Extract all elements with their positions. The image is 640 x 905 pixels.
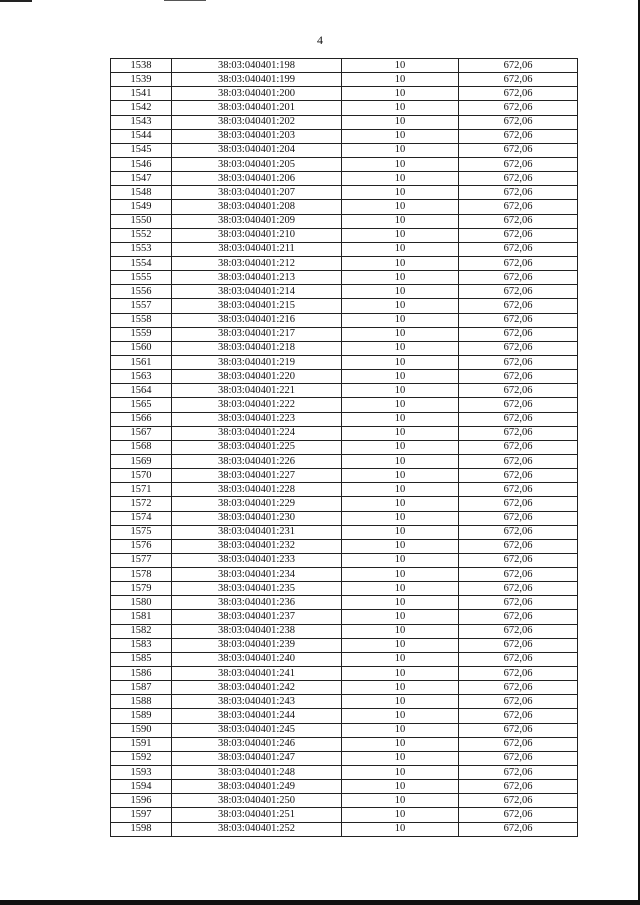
value-cell: 672,06 <box>459 313 578 327</box>
area-cell: 10 <box>342 115 459 129</box>
table-row <box>111 186 578 200</box>
table-row <box>111 242 578 256</box>
row-number-cell: 1587 <box>111 681 172 695</box>
table-row <box>111 794 578 808</box>
row-number-cell: 1558 <box>111 313 172 327</box>
cadastral-number-cell: 38:03:040401:200 <box>172 87 342 101</box>
row-number-cell: 1557 <box>111 299 172 313</box>
row-number-cell: 1577 <box>111 553 172 567</box>
value-cell: 672,06 <box>459 454 578 468</box>
area-cell: 10 <box>342 766 459 780</box>
cadastral-number-cell: 38:03:040401:247 <box>172 751 342 765</box>
value-cell: 672,06 <box>459 157 578 171</box>
table-row <box>111 355 578 369</box>
area-cell: 10 <box>342 157 459 171</box>
row-number-cell: 1592 <box>111 751 172 765</box>
area-cell: 10 <box>342 695 459 709</box>
value-cell: 672,06 <box>459 624 578 638</box>
value-cell: 672,06 <box>459 115 578 129</box>
area-cell: 10 <box>342 723 459 737</box>
value-cell: 672,06 <box>459 228 578 242</box>
row-number-cell: 1555 <box>111 271 172 285</box>
value-cell: 672,06 <box>459 355 578 369</box>
area-cell: 10 <box>342 681 459 695</box>
area-cell: 10 <box>342 737 459 751</box>
row-number-cell: 1581 <box>111 610 172 624</box>
area-cell: 10 <box>342 440 459 454</box>
cadastral-number-cell: 38:03:040401:225 <box>172 440 342 454</box>
cadastral-number-cell: 38:03:040401:204 <box>172 143 342 157</box>
cadastral-number-cell: 38:03:040401:248 <box>172 766 342 780</box>
row-number-cell: 1586 <box>111 667 172 681</box>
cadastral-number-cell: 38:03:040401:222 <box>172 398 342 412</box>
area-cell: 10 <box>342 87 459 101</box>
table-row <box>111 709 578 723</box>
row-number-cell: 1576 <box>111 539 172 553</box>
table-row <box>111 101 578 115</box>
cadastral-number-cell: 38:03:040401:198 <box>172 59 342 73</box>
area-cell: 10 <box>342 454 459 468</box>
area-cell: 10 <box>342 751 459 765</box>
cadastral-number-cell: 38:03:040401:233 <box>172 553 342 567</box>
area-cell: 10 <box>342 511 459 525</box>
row-number-cell: 1591 <box>111 737 172 751</box>
table-row <box>111 568 578 582</box>
row-number-cell: 1570 <box>111 469 172 483</box>
area-cell: 10 <box>342 355 459 369</box>
table-row <box>111 454 578 468</box>
area-cell: 10 <box>342 200 459 214</box>
cadastral-number-cell: 38:03:040401:238 <box>172 624 342 638</box>
cadastral-number-cell: 38:03:040401:202 <box>172 115 342 129</box>
cadastral-number-cell: 38:03:040401:221 <box>172 384 342 398</box>
area-cell: 10 <box>342 186 459 200</box>
cadastral-number-cell: 38:03:040401:208 <box>172 200 342 214</box>
area-cell: 10 <box>342 412 459 426</box>
row-number-cell: 1582 <box>111 624 172 638</box>
cadastral-number-cell: 38:03:040401:219 <box>172 355 342 369</box>
row-number-cell: 1541 <box>111 87 172 101</box>
table-row <box>111 440 578 454</box>
cadastral-number-cell: 38:03:040401:226 <box>172 454 342 468</box>
value-cell: 672,06 <box>459 285 578 299</box>
table-row <box>111 624 578 638</box>
scan-artifact-mark <box>164 0 206 1</box>
table-row <box>111 271 578 285</box>
value-cell: 672,06 <box>459 101 578 115</box>
area-cell: 10 <box>342 582 459 596</box>
row-number-cell: 1594 <box>111 780 172 794</box>
area-cell: 10 <box>342 780 459 794</box>
value-cell: 672,06 <box>459 539 578 553</box>
table-row <box>111 426 578 440</box>
row-number-cell: 1547 <box>111 172 172 186</box>
cadastral-number-cell: 38:03:040401:224 <box>172 426 342 440</box>
row-number-cell: 1538 <box>111 59 172 73</box>
row-number-cell: 1565 <box>111 398 172 412</box>
row-number-cell: 1552 <box>111 228 172 242</box>
row-number-cell: 1566 <box>111 412 172 426</box>
cadastral-number-cell: 38:03:040401:213 <box>172 271 342 285</box>
table-row <box>111 412 578 426</box>
cadastral-number-cell: 38:03:040401:236 <box>172 596 342 610</box>
table-row <box>111 73 578 87</box>
row-number-cell: 1548 <box>111 186 172 200</box>
cadastral-number-cell: 38:03:040401:244 <box>172 709 342 723</box>
row-number-cell: 1550 <box>111 214 172 228</box>
row-number-cell: 1539 <box>111 73 172 87</box>
cadastral-number-cell: 38:03:040401:210 <box>172 228 342 242</box>
table-row <box>111 327 578 341</box>
table-row <box>111 87 578 101</box>
area-cell: 10 <box>342 172 459 186</box>
area-cell: 10 <box>342 667 459 681</box>
area-cell: 10 <box>342 73 459 87</box>
cadastral-number-cell: 38:03:040401:240 <box>172 652 342 666</box>
registry-table <box>110 58 578 837</box>
area-cell: 10 <box>342 143 459 157</box>
cadastral-number-cell: 38:03:040401:239 <box>172 638 342 652</box>
table-row <box>111 695 578 709</box>
value-cell: 672,06 <box>459 497 578 511</box>
area-cell: 10 <box>342 610 459 624</box>
value-cell: 672,06 <box>459 129 578 143</box>
row-number-cell: 1598 <box>111 822 172 836</box>
value-cell: 672,06 <box>459 87 578 101</box>
table-row <box>111 652 578 666</box>
value-cell: 672,06 <box>459 709 578 723</box>
cadastral-number-cell: 38:03:040401:231 <box>172 525 342 539</box>
area-cell: 10 <box>342 568 459 582</box>
area-cell: 10 <box>342 497 459 511</box>
row-number-cell: 1554 <box>111 256 172 270</box>
value-cell: 672,06 <box>459 667 578 681</box>
row-number-cell: 1597 <box>111 808 172 822</box>
value-cell: 672,06 <box>459 822 578 836</box>
area-cell: 10 <box>342 709 459 723</box>
row-number-cell: 1585 <box>111 652 172 666</box>
cadastral-number-cell: 38:03:040401:241 <box>172 667 342 681</box>
cadastral-number-cell: 38:03:040401:206 <box>172 172 342 186</box>
table-row <box>111 822 578 836</box>
value-cell: 672,06 <box>459 271 578 285</box>
value-cell: 672,06 <box>459 596 578 610</box>
cadastral-number-cell: 38:03:040401:212 <box>172 256 342 270</box>
area-cell: 10 <box>342 596 459 610</box>
cadastral-number-cell: 38:03:040401:199 <box>172 73 342 87</box>
row-number-cell: 1559 <box>111 327 172 341</box>
cadastral-number-cell: 38:03:040401:228 <box>172 483 342 497</box>
table-row <box>111 469 578 483</box>
cadastral-number-cell: 38:03:040401:245 <box>172 723 342 737</box>
row-number-cell: 1583 <box>111 638 172 652</box>
table-row <box>111 582 578 596</box>
value-cell: 672,06 <box>459 242 578 256</box>
value-cell: 672,06 <box>459 341 578 355</box>
value-cell: 672,06 <box>459 766 578 780</box>
row-number-cell: 1544 <box>111 129 172 143</box>
table-row <box>111 737 578 751</box>
value-cell: 672,06 <box>459 327 578 341</box>
cadastral-number-cell: 38:03:040401:243 <box>172 695 342 709</box>
row-number-cell: 1589 <box>111 709 172 723</box>
row-number-cell: 1546 <box>111 157 172 171</box>
table-row <box>111 766 578 780</box>
value-cell: 672,06 <box>459 780 578 794</box>
value-cell: 672,06 <box>459 426 578 440</box>
value-cell: 672,06 <box>459 681 578 695</box>
table-row <box>111 200 578 214</box>
table-row <box>111 780 578 794</box>
value-cell: 672,06 <box>459 73 578 87</box>
area-cell: 10 <box>342 426 459 440</box>
value-cell: 672,06 <box>459 737 578 751</box>
cadastral-number-cell: 38:03:040401:227 <box>172 469 342 483</box>
area-cell: 10 <box>342 553 459 567</box>
table-row <box>111 285 578 299</box>
table-row <box>111 115 578 129</box>
cadastral-number-cell: 38:03:040401:235 <box>172 582 342 596</box>
table-row <box>111 497 578 511</box>
table-row <box>111 143 578 157</box>
area-cell: 10 <box>342 638 459 652</box>
value-cell: 672,06 <box>459 200 578 214</box>
table-row <box>111 341 578 355</box>
cadastral-number-cell: 38:03:040401:218 <box>172 341 342 355</box>
value-cell: 672,06 <box>459 582 578 596</box>
value-cell: 672,06 <box>459 370 578 384</box>
area-cell: 10 <box>342 299 459 313</box>
table-row <box>111 483 578 497</box>
cadastral-number-cell: 38:03:040401:209 <box>172 214 342 228</box>
area-cell: 10 <box>342 370 459 384</box>
cadastral-number-cell: 38:03:040401:215 <box>172 299 342 313</box>
table-row <box>111 129 578 143</box>
value-cell: 672,06 <box>459 384 578 398</box>
row-number-cell: 1572 <box>111 497 172 511</box>
cadastral-number-cell: 38:03:040401:220 <box>172 370 342 384</box>
row-number-cell: 1561 <box>111 355 172 369</box>
table-row <box>111 172 578 186</box>
table-row <box>111 638 578 652</box>
row-number-cell: 1545 <box>111 143 172 157</box>
value-cell: 672,06 <box>459 440 578 454</box>
row-number-cell: 1590 <box>111 723 172 737</box>
value-cell: 672,06 <box>459 59 578 73</box>
cadastral-number-cell: 38:03:040401:252 <box>172 822 342 836</box>
area-cell: 10 <box>342 256 459 270</box>
cadastral-number-cell: 38:03:040401:211 <box>172 242 342 256</box>
value-cell: 672,06 <box>459 723 578 737</box>
table-row <box>111 299 578 313</box>
row-number-cell: 1553 <box>111 242 172 256</box>
table-row <box>111 751 578 765</box>
value-cell: 672,06 <box>459 172 578 186</box>
scan-artifact-mark <box>0 0 32 2</box>
area-cell: 10 <box>342 327 459 341</box>
table-row <box>111 610 578 624</box>
cadastral-number-cell: 38:03:040401:250 <box>172 794 342 808</box>
value-cell: 672,06 <box>459 695 578 709</box>
area-cell: 10 <box>342 341 459 355</box>
area-cell: 10 <box>342 129 459 143</box>
value-cell: 672,06 <box>459 143 578 157</box>
area-cell: 10 <box>342 313 459 327</box>
cadastral-number-cell: 38:03:040401:216 <box>172 313 342 327</box>
table-row <box>111 59 578 73</box>
value-cell: 672,06 <box>459 412 578 426</box>
table-row <box>111 539 578 553</box>
value-cell: 672,06 <box>459 751 578 765</box>
row-number-cell: 1564 <box>111 384 172 398</box>
table-row <box>111 313 578 327</box>
value-cell: 672,06 <box>459 808 578 822</box>
cadastral-number-cell: 38:03:040401:246 <box>172 737 342 751</box>
area-cell: 10 <box>342 214 459 228</box>
cadastral-number-cell: 38:03:040401:251 <box>172 808 342 822</box>
value-cell: 672,06 <box>459 469 578 483</box>
row-number-cell: 1549 <box>111 200 172 214</box>
row-number-cell: 1588 <box>111 695 172 709</box>
area-cell: 10 <box>342 384 459 398</box>
row-number-cell: 1575 <box>111 525 172 539</box>
table-row <box>111 228 578 242</box>
value-cell: 672,06 <box>459 610 578 624</box>
area-cell: 10 <box>342 483 459 497</box>
cadastral-number-cell: 38:03:040401:242 <box>172 681 342 695</box>
value-cell: 672,06 <box>459 256 578 270</box>
row-number-cell: 1580 <box>111 596 172 610</box>
row-number-cell: 1560 <box>111 341 172 355</box>
area-cell: 10 <box>342 228 459 242</box>
scan-bottom-edge <box>0 900 640 905</box>
value-cell: 672,06 <box>459 299 578 313</box>
row-number-cell: 1596 <box>111 794 172 808</box>
area-cell: 10 <box>342 822 459 836</box>
value-cell: 672,06 <box>459 553 578 567</box>
area-cell: 10 <box>342 652 459 666</box>
area-cell: 10 <box>342 59 459 73</box>
cadastral-number-cell: 38:03:040401:203 <box>172 129 342 143</box>
registry-table-body <box>111 59 578 837</box>
table-row <box>111 525 578 539</box>
cadastral-number-cell: 38:03:040401:237 <box>172 610 342 624</box>
cadastral-number-cell: 38:03:040401:249 <box>172 780 342 794</box>
row-number-cell: 1574 <box>111 511 172 525</box>
cadastral-number-cell: 38:03:040401:234 <box>172 568 342 582</box>
cadastral-number-cell: 38:03:040401:223 <box>172 412 342 426</box>
cadastral-number-cell: 38:03:040401:205 <box>172 157 342 171</box>
area-cell: 10 <box>342 242 459 256</box>
table-row <box>111 808 578 822</box>
value-cell: 672,06 <box>459 398 578 412</box>
row-number-cell: 1569 <box>111 454 172 468</box>
area-cell: 10 <box>342 271 459 285</box>
value-cell: 672,06 <box>459 186 578 200</box>
cadastral-number-cell: 38:03:040401:207 <box>172 186 342 200</box>
value-cell: 672,06 <box>459 483 578 497</box>
table-row <box>111 667 578 681</box>
table-row <box>111 511 578 525</box>
area-cell: 10 <box>342 808 459 822</box>
table-row <box>111 256 578 270</box>
cadastral-number-cell: 38:03:040401:201 <box>172 101 342 115</box>
table-row <box>111 384 578 398</box>
value-cell: 672,06 <box>459 214 578 228</box>
row-number-cell: 1578 <box>111 568 172 582</box>
row-number-cell: 1567 <box>111 426 172 440</box>
area-cell: 10 <box>342 285 459 299</box>
row-number-cell: 1579 <box>111 582 172 596</box>
table-row <box>111 398 578 412</box>
area-cell: 10 <box>342 624 459 638</box>
area-cell: 10 <box>342 794 459 808</box>
cadastral-number-cell: 38:03:040401:217 <box>172 327 342 341</box>
value-cell: 672,06 <box>459 652 578 666</box>
row-number-cell: 1563 <box>111 370 172 384</box>
area-cell: 10 <box>342 101 459 115</box>
cadastral-number-cell: 38:03:040401:232 <box>172 539 342 553</box>
area-cell: 10 <box>342 398 459 412</box>
row-number-cell: 1593 <box>111 766 172 780</box>
row-number-cell: 1543 <box>111 115 172 129</box>
row-number-cell: 1542 <box>111 101 172 115</box>
row-number-cell: 1556 <box>111 285 172 299</box>
table-row <box>111 214 578 228</box>
value-cell: 672,06 <box>459 568 578 582</box>
table-row <box>111 370 578 384</box>
cadastral-number-cell: 38:03:040401:229 <box>172 497 342 511</box>
row-number-cell: 1568 <box>111 440 172 454</box>
page-number: 4 <box>317 33 323 47</box>
row-number-cell: 1571 <box>111 483 172 497</box>
table-row <box>111 681 578 695</box>
table-row <box>111 723 578 737</box>
cadastral-number-cell: 38:03:040401:214 <box>172 285 342 299</box>
cadastral-number-cell: 38:03:040401:230 <box>172 511 342 525</box>
value-cell: 672,06 <box>459 511 578 525</box>
value-cell: 672,06 <box>459 794 578 808</box>
area-cell: 10 <box>342 525 459 539</box>
table-row <box>111 553 578 567</box>
value-cell: 672,06 <box>459 638 578 652</box>
table-row <box>111 596 578 610</box>
value-cell: 672,06 <box>459 525 578 539</box>
area-cell: 10 <box>342 539 459 553</box>
area-cell: 10 <box>342 469 459 483</box>
table-row <box>111 157 578 171</box>
